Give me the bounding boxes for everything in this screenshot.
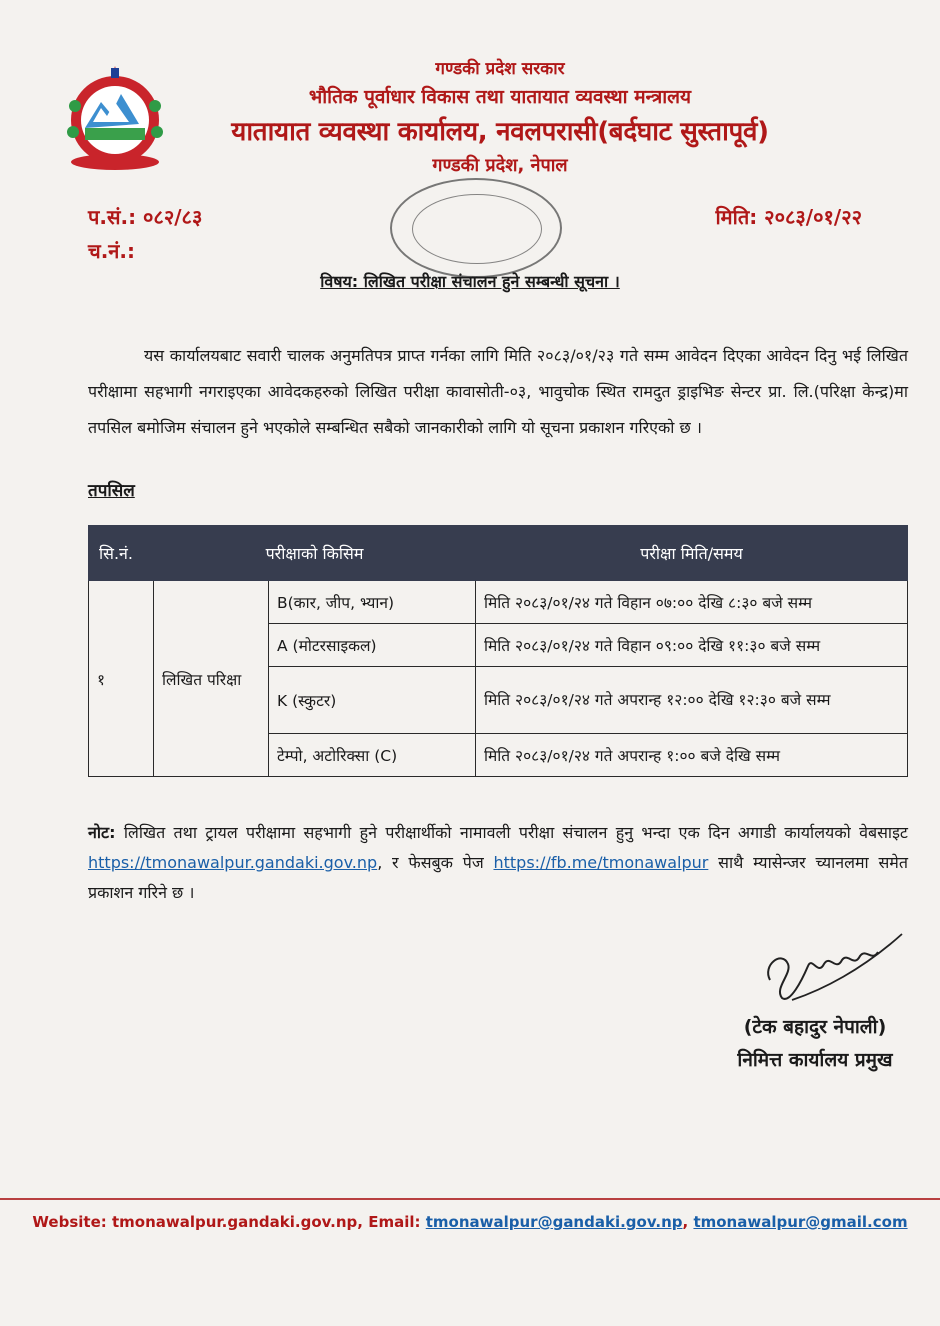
note-block [88,818,908,908]
note-text: लिखित तथा ट्रायल परीक्षामा सहभागी हुने परीक्षार्थीको नामावली परीक्षा संचालन हुनु भन्दा एक दिन अगाडी कार्यालयको वेबसाइट [123,823,908,842]
office-name: यातायात व्यवस्था कार्यालय, नवलपरासी(बर्दघाट सुस्तापूर्व) [231,117,769,147]
footer-separator: , [682,1213,689,1231]
footer-contact [0,1213,940,1231]
subject-line [0,270,940,292]
note-text-3: साथै म्यासेन्जर च्यानलमा समेत प्रकाशन गरिने छ । [88,853,908,902]
footer-website-label: Website: tmonawalpur.gandaki.gov.np, Email: [32,1213,421,1231]
cell-schedule: मिति २०८३/०१/२४ गते अपरान्ह १२:०० देखि १२:३० बजे सम्म [476,667,908,734]
handwritten-signature [752,930,912,1010]
cell-category: टेम्पो, अटोरिक्सा (C) [269,734,476,777]
header-exam-datetime: परीक्षा मिति/समय [476,526,908,581]
province-location: गण्डकी प्रदेश, नेपाल [432,155,568,176]
website-link[interactable]: https://tmonawalpur.gandaki.gov.np [88,853,378,872]
ministry-name: भौतिक पूर्वाधार विकास तथा यातायात व्यवस्था मन्त्रालय [308,86,692,108]
letter-number: प.सं.: ०८२/८३ [88,205,203,229]
notice-body [88,338,908,446]
letterhead [175,56,825,180]
signer-name: (टेक बहादुर नेपाली) [743,1016,887,1038]
signer-title: निमित्त कार्यालय प्रमुख [737,1049,893,1071]
cell-schedule: मिति २०८३/०१/२४ गते अपरान्ह १:०० बजे देखि सम्म [476,734,908,777]
footer-divider [0,1198,940,1200]
cell-sn: १ [89,581,154,777]
subject-text: विषय: लिखित परीक्षा संचालन हुने सम्बन्धी सूचना । [320,272,620,291]
cell-category: A (मोटरसाइकल) [269,624,476,667]
note-label: नोट: [88,823,116,842]
signer-block [700,1010,930,1076]
province-government: गण्डकी प्रदेश सरकार [435,59,565,79]
header-sn: सि.नं. [89,526,154,581]
exam-schedule-table [88,525,908,777]
nepal-emblem-icon [55,62,175,174]
cell-schedule: मिति २०८३/०१/२४ गते विहान ०७:०० देखि ८:३० बजे सम्म [476,581,908,624]
notice-body-text: यस कार्यालयबाट सवारी चालक अनुमतिपत्र प्राप्त गर्नका लागि मिति २०८३/०१/२३ गते सम्म आवेदन दिएका आवेदन दिनु भई लिखित परीक्षामा सहभागी नगराइएका आवेदकहरुको लिखित परीक्षा कावासोती-०३, भावुचोक स्थित रामदुत ड्राइभिङ सेन्टर प्रा. लि.(परिक्षा केन्द्र)मा तपसिल बमोजिम संचालन हुने भएकोले सम्बन्धित सबैको जानकारीको लागि यो सूचना प्रकाशन गरिएको छ । [88,346,908,437]
letter-date: मिति: २०८३/०१/२२ [715,205,862,229]
cell-category: K (स्कुटर) [269,667,476,734]
dispatch-number: च.नं.: [88,239,135,263]
header-exam-type: परीक्षाको किसिम [154,526,476,581]
table-header-row [89,526,908,581]
facebook-link[interactable]: https://fb.me/tmonawalpur [493,853,709,872]
email-link-gmail[interactable]: tmonawalpur@gmail.com [693,1213,908,1231]
reference-block [88,200,202,268]
cell-schedule: मिति २०८३/०१/२४ गते विहान ०९:०० देखि ११:३० बजे सम्म [476,624,908,667]
details-heading: तपसिल [88,481,135,501]
office-stamp-seal [390,178,562,278]
table-row [89,581,908,624]
cell-exam-type: लिखित परिक्षा [154,581,269,777]
cell-category: B(कार, जीप, भ्यान) [269,581,476,624]
note-text-2: , र फेसबुक पेज [377,853,484,872]
email-link-gandaki[interactable]: tmonawalpur@gandaki.gov.np [425,1213,683,1231]
stamp-inner-ring [412,194,542,264]
